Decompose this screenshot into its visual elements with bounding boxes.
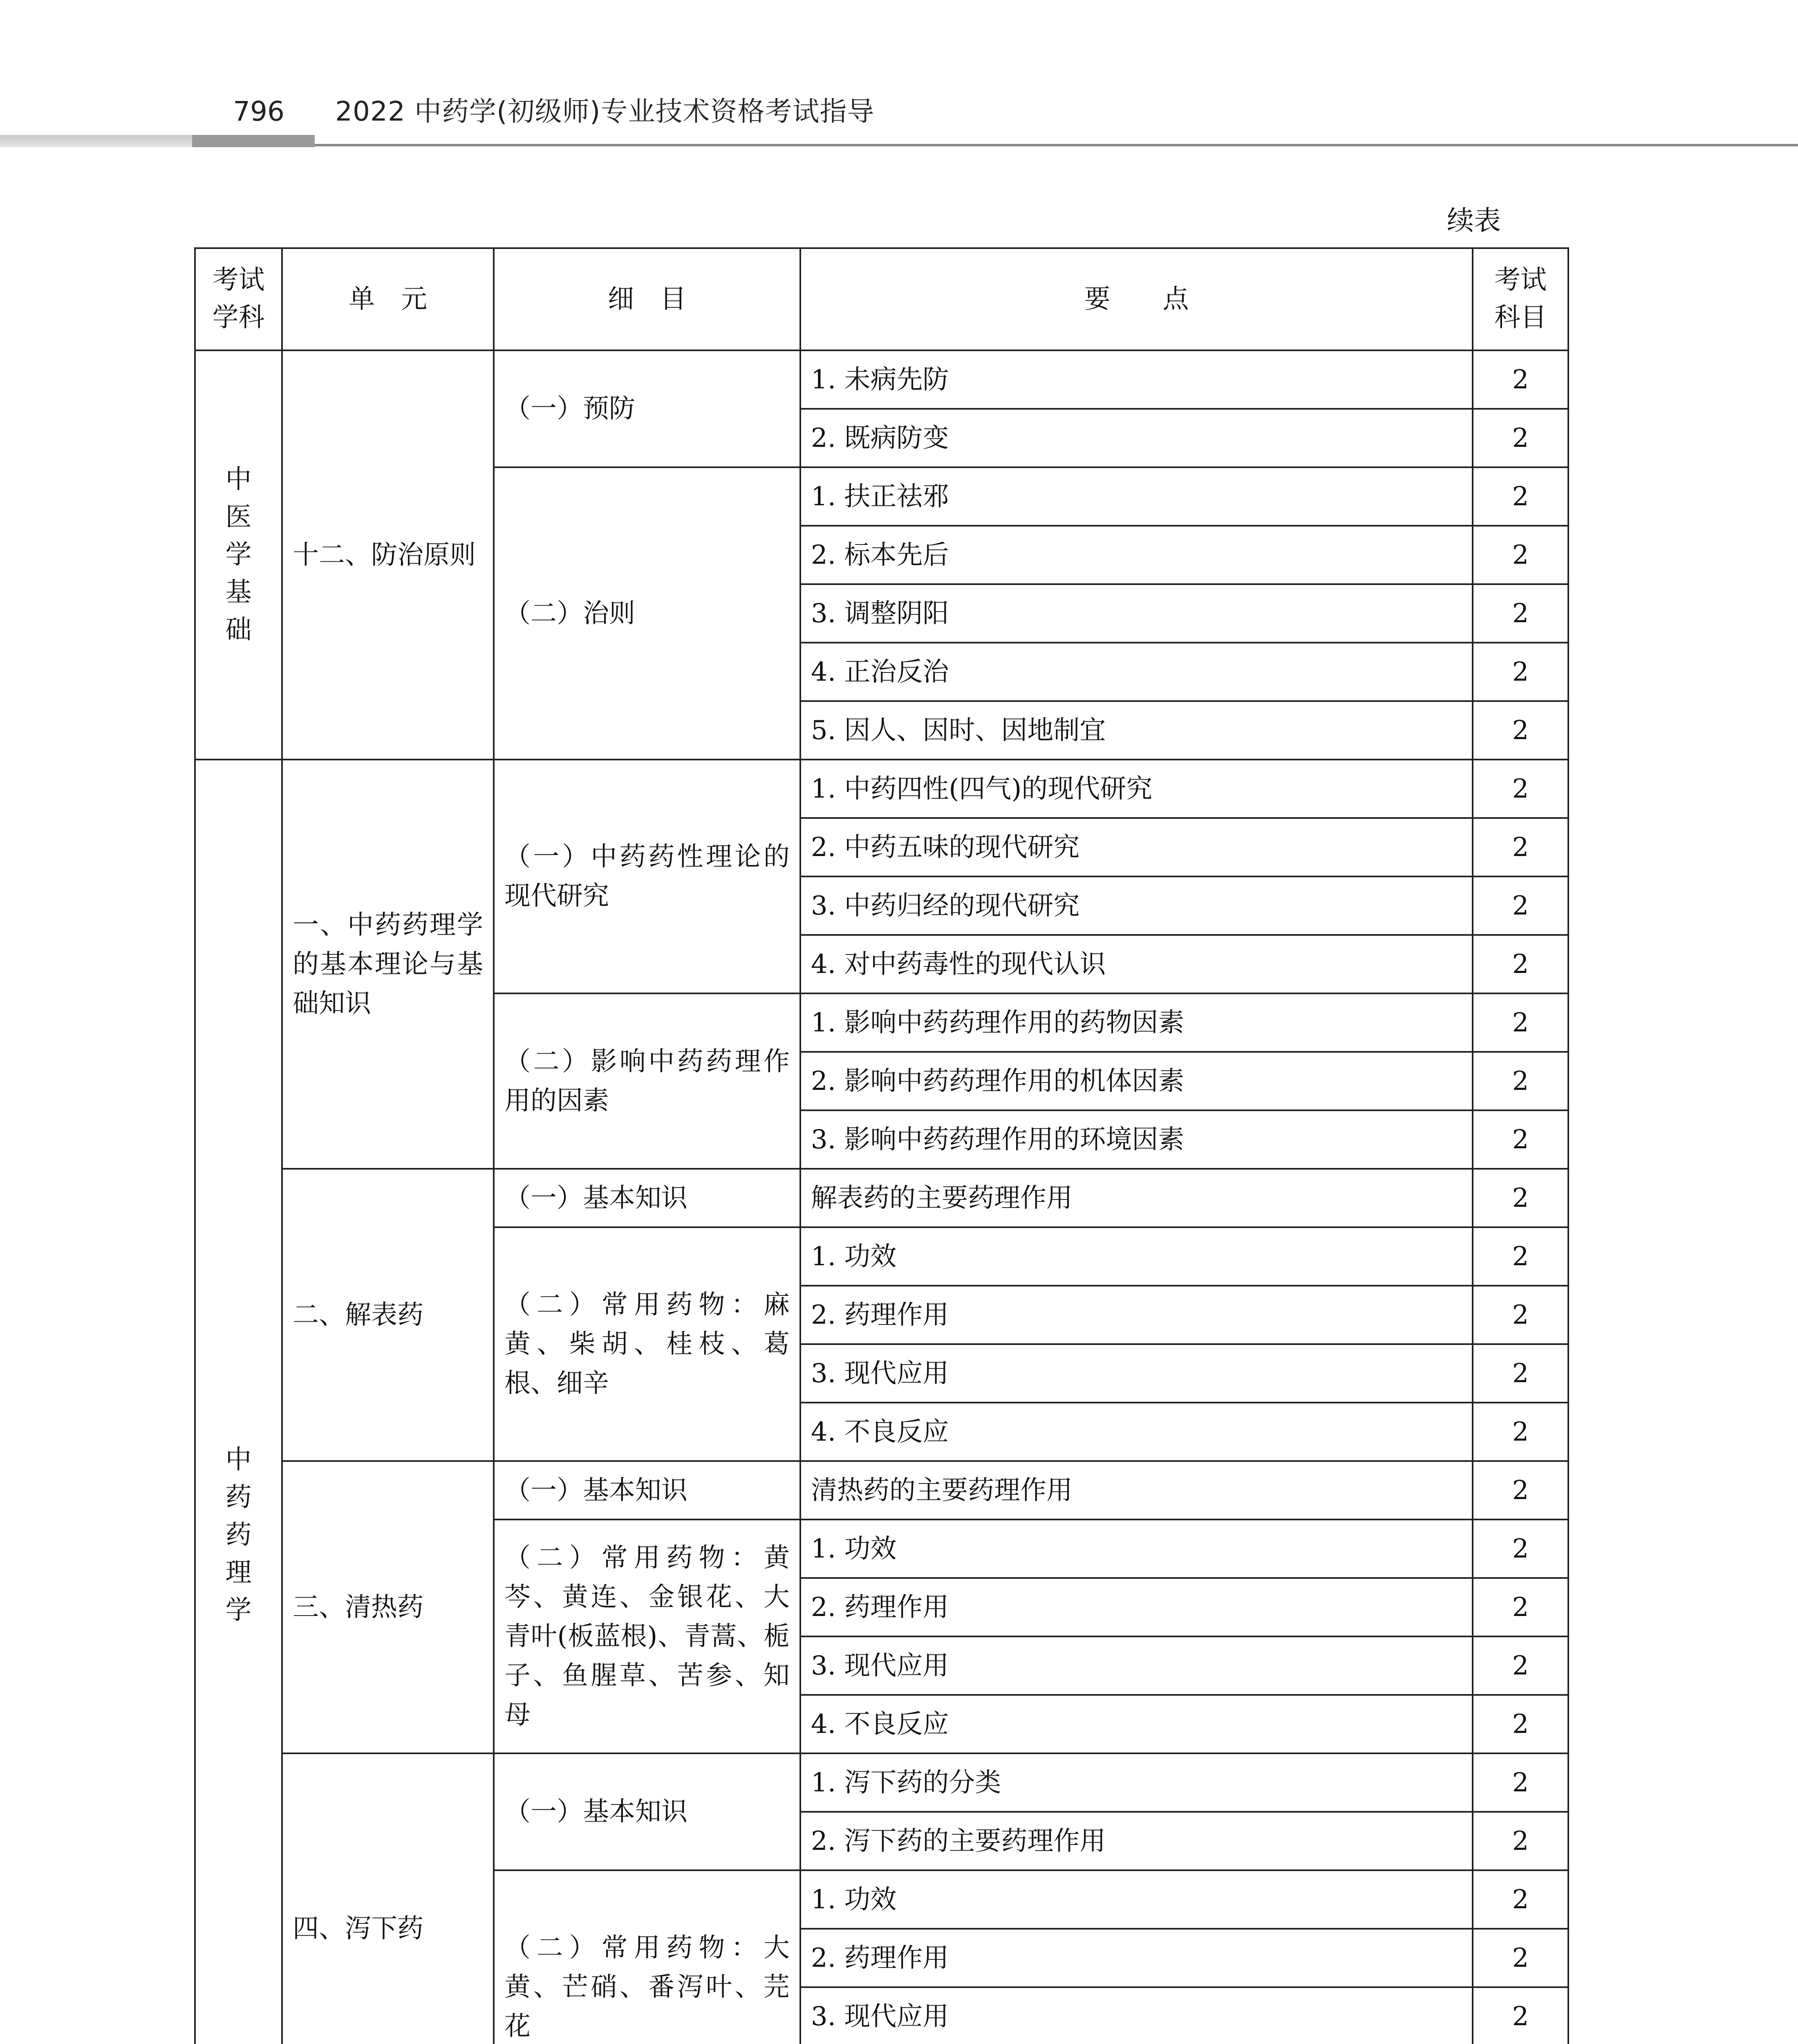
table-row [195, 1461, 1568, 1520]
item-cell: （一）基本知识 [494, 1461, 800, 1520]
table-row [195, 1169, 1568, 1227]
level-cell: 2 [1473, 1929, 1568, 1987]
level-cell: 2 [1473, 1987, 1568, 2044]
point-cell: 4. 正治反治 [800, 643, 1473, 701]
header-decor-bar [0, 135, 192, 147]
unit-cell: 三、清热药 [282, 1461, 494, 1753]
subject-cell: 中医学基础 [195, 350, 282, 760]
level-cell: 2 [1473, 643, 1568, 701]
point-cell: 4. 对中药毒性的现代认识 [800, 935, 1473, 993]
point-cell: 1. 中药四性(四气)的现代研究 [800, 760, 1473, 818]
point-cell: 1. 扶正祛邪 [800, 467, 1473, 526]
point-cell: 3. 中药归经的现代研究 [800, 876, 1473, 935]
level-cell: 2 [1473, 1753, 1568, 1812]
level-cell: 2 [1473, 818, 1568, 876]
table-row [195, 350, 1568, 409]
item-cell: （二）常用药物：黄芩、黄连、金银花、大青叶(板蓝根)、青蒿、栀子、鱼腥草、苦参、知母 [494, 1520, 800, 1753]
table-row [195, 1753, 1568, 1812]
level-cell: 2 [1473, 1870, 1568, 1929]
item-cell: （二）常用药物：麻黄、柴胡、桂枝、葛根、细辛 [494, 1227, 800, 1461]
header-decor-bar-dark [192, 135, 315, 147]
point-cell: 3. 现代应用 [800, 1987, 1473, 2044]
level-cell: 2 [1473, 467, 1568, 526]
book-title: 2022 中药学(初级师)专业技术资格考试指导 [335, 96, 875, 127]
point-cell: 5. 因人、因时、因地制宜 [800, 701, 1473, 760]
point-cell: 3. 调整阴阳 [800, 584, 1473, 643]
level-cell: 2 [1473, 350, 1568, 409]
unit-cell: 二、解表药 [282, 1169, 494, 1461]
level-cell: 2 [1473, 584, 1568, 643]
level-cell: 2 [1473, 1344, 1568, 1403]
level-cell: 2 [1473, 701, 1568, 760]
item-cell: （一）中药药性理论的现代研究 [494, 760, 800, 993]
point-cell: 4. 不良反应 [800, 1695, 1473, 1753]
unit-cell: 四、泻下药 [282, 1753, 494, 2044]
point-cell: 2. 中药五味的现代研究 [800, 818, 1473, 876]
point-cell: 2. 影响中药药理作用的机体因素 [800, 1052, 1473, 1110]
header-point: 要 点 [800, 248, 1473, 350]
header-level: 考试科目 [1473, 248, 1568, 350]
level-cell: 2 [1473, 1169, 1568, 1227]
point-cell: 解表药的主要药理作用 [800, 1169, 1473, 1227]
subject-cell: 中药药理学 [195, 760, 282, 2044]
point-cell: 1. 功效 [800, 1870, 1473, 1929]
point-cell: 1. 功效 [800, 1520, 1473, 1578]
level-cell: 2 [1473, 760, 1568, 818]
level-cell: 2 [1473, 1578, 1568, 1636]
item-cell: （二）影响中药药理作用的因素 [494, 993, 800, 1169]
level-cell: 2 [1473, 876, 1568, 935]
table-header-row [195, 248, 1568, 350]
point-cell: 1. 未病先防 [800, 350, 1473, 409]
item-cell: （一）预防 [494, 350, 800, 467]
level-cell: 2 [1473, 526, 1568, 584]
point-cell: 清热药的主要药理作用 [800, 1461, 1473, 1520]
page-number: 796 [233, 96, 284, 127]
unit-cell: 一、中药药理学的基本理论与基础知识 [282, 760, 494, 1169]
point-cell: 2. 既病防变 [800, 409, 1473, 467]
point-cell: 2. 药理作用 [800, 1286, 1473, 1344]
point-cell: 2. 药理作用 [800, 1929, 1473, 1987]
level-cell: 2 [1473, 1636, 1568, 1695]
level-cell: 2 [1473, 1520, 1568, 1578]
item-cell: （一）基本知识 [494, 1169, 800, 1227]
point-cell: 2. 药理作用 [800, 1578, 1473, 1636]
point-cell: 1. 影响中药药理作用的药物因素 [800, 993, 1473, 1052]
point-cell: 1. 泻下药的分类 [800, 1753, 1473, 1812]
level-cell: 2 [1473, 1403, 1568, 1461]
point-cell: 3. 现代应用 [800, 1636, 1473, 1695]
item-cell: （二）常用药物：大黄、芒硝、番泻叶、芫花 [494, 1870, 800, 2044]
point-cell: 2. 泻下药的主要药理作用 [800, 1812, 1473, 1870]
page-header [0, 0, 1798, 155]
table-row [195, 760, 1568, 818]
level-cell: 2 [1473, 1286, 1568, 1344]
point-cell: 3. 现代应用 [800, 1344, 1473, 1403]
point-cell: 2. 标本先后 [800, 526, 1473, 584]
point-cell: 1. 功效 [800, 1227, 1473, 1286]
level-cell: 2 [1473, 1227, 1568, 1286]
level-cell: 2 [1473, 1110, 1568, 1169]
continued-label: 续表 [1447, 205, 1501, 236]
level-cell: 2 [1473, 1461, 1568, 1520]
level-cell: 2 [1473, 1695, 1568, 1753]
level-cell: 2 [1473, 409, 1568, 467]
level-cell: 2 [1473, 935, 1568, 993]
item-cell: （二）治则 [494, 467, 800, 760]
header-rule [315, 144, 1798, 146]
item-cell: （一）基本知识 [494, 1753, 800, 1870]
unit-cell: 十二、防治原则 [282, 350, 494, 760]
level-cell: 2 [1473, 993, 1568, 1052]
header-item: 细 目 [494, 248, 800, 350]
level-cell: 2 [1473, 1052, 1568, 1110]
header-subject: 考试学科 [195, 248, 282, 350]
point-cell: 3. 影响中药药理作用的环境因素 [800, 1110, 1473, 1169]
point-cell: 4. 不良反应 [800, 1403, 1473, 1461]
level-cell: 2 [1473, 1812, 1568, 1870]
exam-outline-table [194, 247, 1569, 2044]
header-unit: 单 元 [282, 248, 494, 350]
